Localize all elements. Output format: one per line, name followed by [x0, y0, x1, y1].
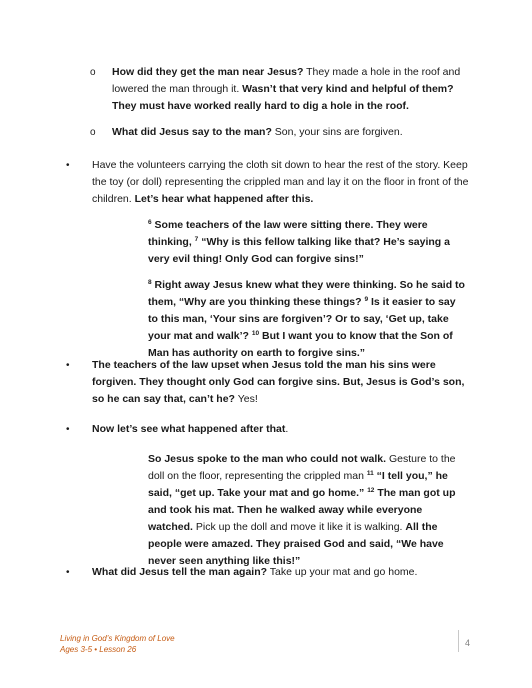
footer-divider	[458, 630, 459, 652]
page-footer	[60, 633, 360, 655]
scripture-text: All the people were amazed. They praised God and said, “We have never seen anything like this!”	[148, 521, 444, 567]
scripture-quote-8-10	[148, 277, 468, 362]
answer-text: Yes!	[234, 393, 258, 405]
scripture-text: The man got up and took his mat. Then he walked away while everyone watched.	[148, 487, 456, 533]
bullet-teachers-upset	[66, 357, 474, 408]
scripture-text: Some teachers of the law were sitting there. They were thinking,	[148, 219, 428, 248]
verse-number: 10	[251, 330, 260, 337]
emphasis-text: Now let’s see what happened after that	[92, 423, 286, 435]
page-number: 4	[465, 638, 471, 648]
instruction-text: .	[285, 423, 289, 435]
sub-bullet-marker: o	[90, 67, 96, 78]
emphasis-text: The teachers of the law upset when Jesus told the man his sins were forgiven. They thought only God can forgive sins. But, Jesus is God’s son, so he can say that, can’t he?	[92, 359, 465, 405]
answer-text: Son, your sins are forgiven.	[271, 126, 403, 138]
verse-number: 8	[148, 279, 152, 286]
bullet-volunteers-instruction	[66, 157, 474, 208]
verse-number: 7	[194, 236, 199, 243]
bullet-what-jesus-told-again	[66, 564, 474, 581]
scripture-quote-6-7	[148, 217, 468, 268]
instruction-text: Gesture to the doll on the floor, representing the crippled man	[148, 453, 456, 482]
instruction-text: Have the volunteers carrying the cloth sit down to hear the rest of the story. Keep the toy (or doll) representing the crippled man and lay it on the floor in front of the children.	[92, 159, 469, 205]
question-text: What did Jesus tell the man again?	[92, 566, 268, 578]
emphasis-text: Wasn’t that very kind and helpful of them? They must have worked really hard to dig a hole in the roof.	[112, 83, 454, 112]
verse-number: 11	[366, 470, 374, 477]
scripture-text: “I tell you,” he said, “get up. Take your mat and go home.”	[148, 470, 448, 499]
answer-text: They made a hole in the roof and lowered the man through it.	[112, 66, 461, 95]
bullet-marker: •	[66, 567, 70, 578]
sub-item-how-they-got-man	[90, 64, 472, 115]
question-text: How did they get the man near Jesus?	[112, 66, 304, 78]
emphasis-text: Let’s hear what happened after this.	[134, 193, 314, 205]
question-text: What did Jesus say to the man?	[112, 126, 272, 138]
sub-bullet-marker: o	[90, 127, 96, 138]
bullet-marker: •	[66, 424, 70, 435]
sub-item-what-jesus-said	[90, 124, 472, 141]
scripture-text: “Why is this fellow talking like that? He’s saying a very evil thing! Only God can forgive sins!”	[148, 236, 450, 265]
bullet-marker: •	[66, 360, 70, 371]
verse-number: 9	[364, 296, 369, 303]
verse-number: 12	[367, 487, 375, 494]
scripture-text: But I want you to know that the Son of Man has authority on earth to forgive sins.”	[148, 330, 453, 359]
scripture-quote-11-12	[148, 451, 468, 570]
footer-lesson-info: Ages 3-5 • Lesson 26	[60, 645, 137, 654]
footer-title: Living in God’s Kingdom of Love	[60, 634, 175, 643]
scripture-text: So Jesus spoke to the man who could not walk.	[148, 453, 387, 465]
verse-number: 6	[148, 219, 152, 226]
instruction-text: Pick up the doll and move it like it is walking.	[192, 521, 406, 533]
scripture-text: Right away Jesus knew what they were thinking. So he said to them, “Why are you thinking these things?	[148, 279, 465, 308]
answer-text: Take up your mat and go home.	[267, 566, 418, 578]
bullet-what-happened-next	[66, 421, 474, 438]
scripture-text: Is it easier to say to this man, ‘Your sins are forgiven’? Or to say, ‘Get up, take your mat and walk’?	[148, 296, 456, 342]
bullet-marker: •	[66, 160, 70, 171]
